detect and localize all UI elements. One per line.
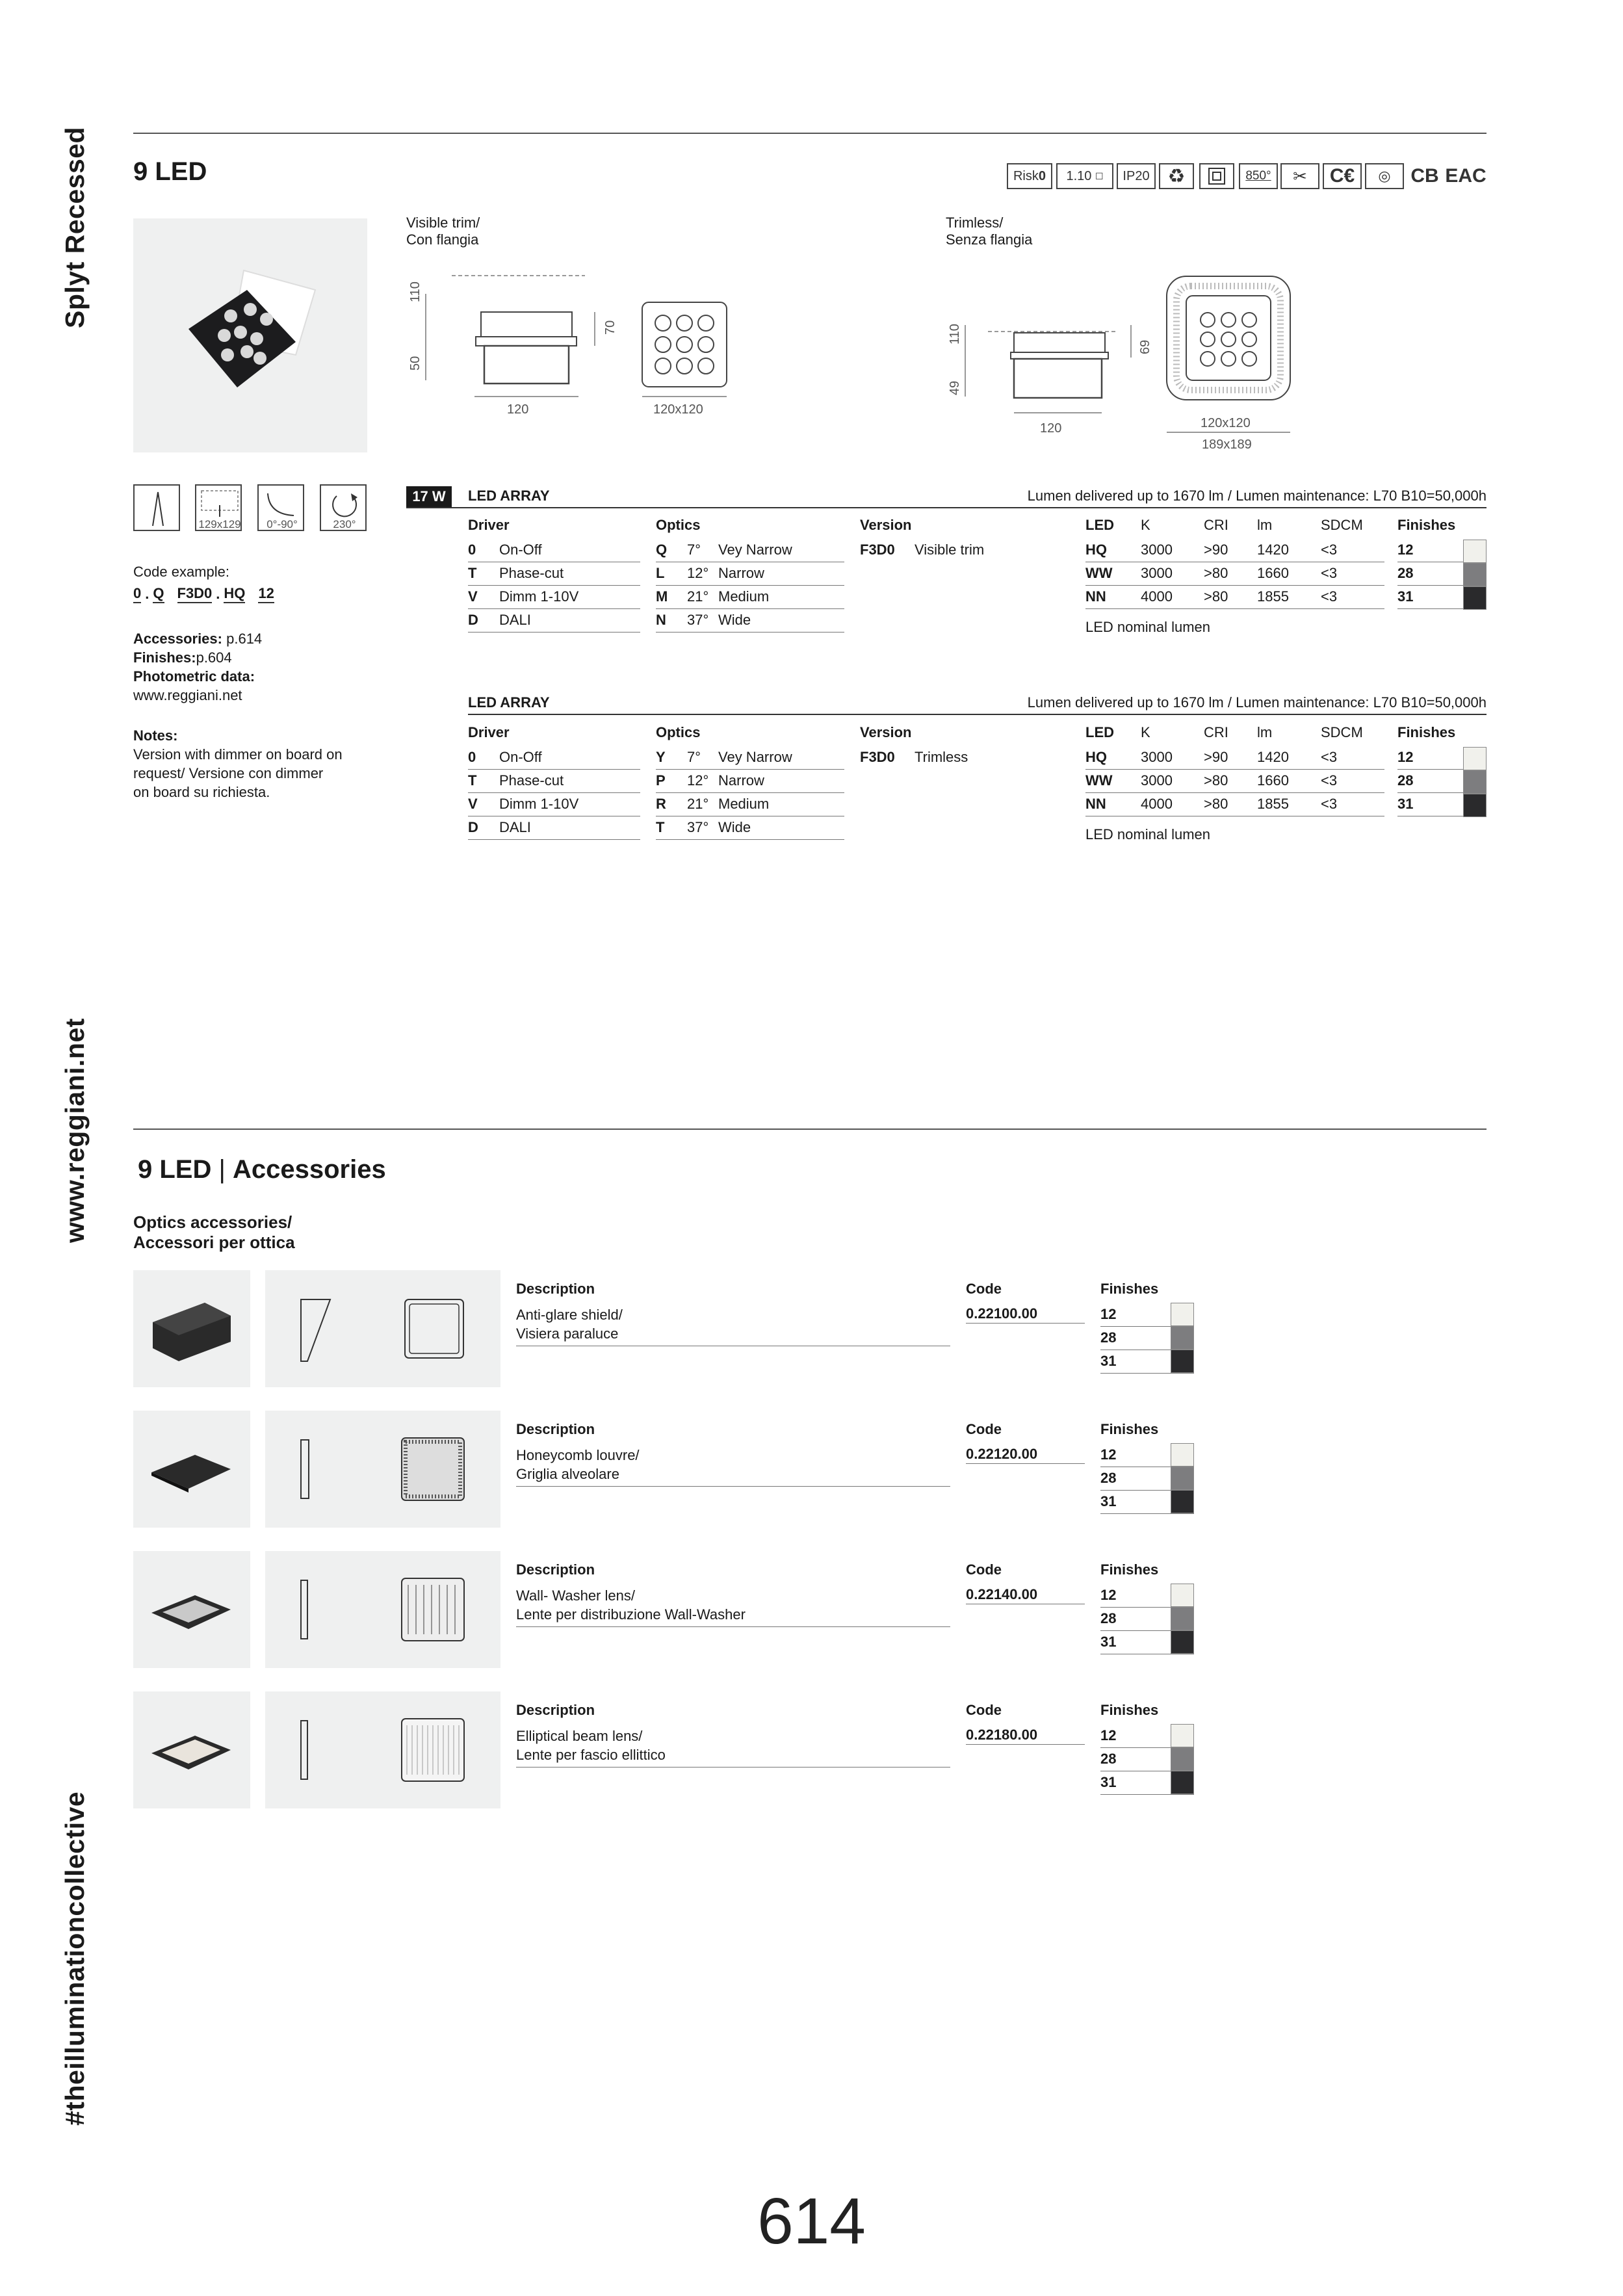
finish-swatch-white [1171,1443,1194,1467]
optics-row [656,746,844,770]
col-cri: CRI [1204,517,1228,533]
finish-swatch-white [1171,1724,1194,1747]
description-label: Description [516,1281,595,1297]
optics-code: R [656,796,666,812]
driver-name: Dimm 1-10V [499,588,579,605]
accessories-title-main: 9 LED [138,1155,212,1184]
driver-name: Phase-cut [499,772,564,789]
visible-trim-label: Visible trim/ Con flangia [406,215,480,248]
accessory-drawing [265,1551,500,1668]
finish-swatch-white [1171,1584,1194,1607]
product-image [133,218,367,452]
finish-code: 28 [1100,1610,1117,1626]
driver-row [468,769,640,793]
optics-row [656,816,844,840]
col-sdcm: SDCM [1321,724,1363,740]
led-code: HQ [1085,541,1107,558]
col-driver: Driver [468,517,510,533]
col-finishes: Finishes [1397,517,1456,533]
led-k: 3000 [1141,749,1173,765]
rotate-value: 230° [333,518,356,530]
accessory-description: Elliptical beam lens/ Lente per fascio ellittico [516,1727,950,1768]
driver-code: D [468,819,478,835]
optics-name: Wide [718,612,751,628]
led-sdcm: <3 [1321,588,1338,605]
accessory-description: Honeycomb louvre/ Griglia alveolare [516,1446,950,1487]
code-part-version: F3D0 [177,585,213,603]
rotate-icon [320,484,367,531]
ip-rating-badge: IP20 [1117,163,1156,189]
description-label: Description [516,1421,595,1437]
driver-row [468,792,640,816]
led-row [1085,769,1384,793]
col-optics: Optics [656,517,701,533]
ce-mark-icon: C€ [1323,163,1362,189]
finish-code: 12 [1100,1727,1117,1743]
led-note: LED nominal lumen [1085,619,1210,635]
code-part-finish: 12 [258,585,274,603]
version-name: Trimless [915,749,968,765]
finish-swatch-black [1463,794,1487,817]
led-row [1085,792,1384,816]
beam-icon [133,484,180,531]
side-hashtag: #theilluminationcollective [60,1791,90,2126]
col-lm: lm [1257,517,1273,533]
finish-swatch-grey [1171,1326,1194,1350]
trimless-drawing [942,260,1306,449]
optics-name: Narrow [718,565,764,581]
accessory-photo [133,1411,250,1528]
driver-row [468,608,640,633]
led-row [1085,562,1384,586]
accessory-code: 0.22140.00 [966,1585,1085,1604]
accessory-description: Wall- Washer lens/ Lente per distribuzione Wall-Washer [516,1586,950,1627]
finish-code: 31 [1100,1493,1117,1509]
code-label: Code [966,1281,1002,1297]
risk-label: Risk [1013,168,1039,183]
optics-code: P [656,772,666,789]
finish-swatch-grey [1171,1467,1194,1490]
finish-code: 28 [1100,1751,1117,1767]
col-led: LED [1085,517,1114,533]
eac-mark: EAC [1445,165,1487,187]
col-version: Version [860,517,912,533]
finish-swatch-white [1463,540,1487,563]
optics-name: Wide [718,819,751,835]
led-sdcm: <3 [1321,772,1338,789]
driver-row [468,816,640,840]
v-dim-lower: 50 [408,356,422,371]
optics-name: Vey Narrow [718,541,792,558]
trimless-label: Trimless/ Senza flangia [946,215,1033,248]
optics-name: Medium [718,796,770,812]
col-k: K [1141,724,1150,740]
finish-swatch-black [1463,586,1487,610]
finishes-label: Finishes [1100,1702,1159,1718]
t-dim-side: 69 [1138,339,1152,354]
code-separator: . [216,586,220,602]
table-rule [406,507,1487,508]
side-title: Splyt Recessed [60,126,90,328]
optics-name: Medium [718,588,770,605]
finish-code: 28 [1397,565,1414,581]
top-rule [133,133,1487,134]
led-code: NN [1085,796,1106,812]
optics-angle: 21° [687,588,709,605]
v-dim-height: 110 [408,281,422,302]
accessories-title [138,1155,386,1184]
driver-row [468,562,640,586]
led-cri: >80 [1204,565,1228,581]
ik-rating-badge [1056,163,1113,189]
wattage-badge: 17 W [406,486,452,507]
side-website: www.reggiani.net [60,1018,90,1243]
led-code: HQ [1085,749,1107,765]
driver-row [468,585,640,609]
driver-name: Phase-cut [499,565,564,581]
finish-code: 31 [1100,1774,1117,1790]
optics-code: L [656,565,665,581]
finish-code: 31 [1100,1634,1117,1650]
led-row [1085,585,1384,609]
accessories-subtitle: Optics accessories/ Accessori per ottica [133,1212,295,1252]
product-photo [133,218,367,452]
cb-mark: CB [1410,165,1439,187]
driver-code: T [468,772,477,789]
version-code: F3D0 [860,541,895,558]
optics-angle: 12° [687,565,709,581]
driver-name: On-Off [499,749,542,765]
website-link[interactable]: www.reggiani.net [133,687,242,703]
code-example [133,585,274,603]
tilt-value: 0°-90° [266,518,298,530]
led-code: NN [1085,588,1106,605]
code-label: Code [966,1421,1002,1437]
finish-code: 28 [1100,1470,1117,1486]
notes-line: Version with dimmer on board on [133,746,343,763]
led-cri: >80 [1204,772,1228,789]
led-lm: 1855 [1257,796,1289,812]
code-separator: . [145,586,149,602]
accessories-ref [133,629,262,648]
led-sdcm: <3 [1321,565,1338,581]
optics-angle: 37° [687,819,709,835]
ik-icon: ☐ [1095,170,1104,181]
accessories-title-separator: | [218,1155,226,1184]
finish-swatch-grey [1171,1607,1194,1630]
accessory-drawing [265,1691,500,1808]
photobio-risk-badge [1007,163,1052,189]
optics-row [656,792,844,816]
accessory-photo [133,1270,250,1387]
accessory-code: 0.22100.00 [966,1304,1085,1324]
v-dim-side: 70 [603,320,617,335]
led-sdcm: <3 [1321,796,1338,812]
driver-code: D [468,612,478,628]
finishes-ref-value: p.604 [196,649,232,666]
optics-row [656,562,844,586]
col-version: Version [860,724,912,740]
led-row [1085,746,1384,770]
led-k: 3000 [1141,541,1173,558]
finish-code: 12 [1397,749,1414,765]
finish-swatch-grey [1463,563,1487,586]
col-optics: Optics [656,724,701,740]
accessory-drawing [265,1270,500,1387]
code-part-led: HQ [224,585,245,603]
driver-code: T [468,565,477,581]
driver-row [468,538,640,562]
optics-code: M [656,588,668,605]
code-label: Code [966,1702,1002,1718]
finish-swatch-black [1171,1350,1194,1373]
page-title: 9 LED [133,157,207,186]
driver-code: V [468,588,478,605]
finish-code: 28 [1397,772,1414,789]
finish-swatch-grey [1463,770,1487,794]
version-name: Visible trim [915,541,985,558]
code-part-driver: 0 [133,585,141,603]
led-row [1085,538,1384,562]
finish-swatch-grey [1171,1747,1194,1771]
optics-code: Q [656,541,668,558]
led-lm: 1660 [1257,772,1289,789]
finish-code: 31 [1100,1353,1117,1369]
notes-line: request/ Versione con dimmer [133,765,324,781]
finish-code: 28 [1100,1329,1117,1346]
optics-row [656,769,844,793]
glow-wire-value: 850° [1245,169,1271,183]
cut-out-value: 129x129 [198,518,241,530]
t-dim-outer: 189x189 [1202,437,1252,452]
version-code: F3D0 [860,749,895,765]
photometric-label: Photometric data: [133,668,255,685]
finishes-label: Finishes [1100,1421,1159,1437]
t-dim-lower: 49 [948,380,962,395]
led-note: LED nominal lumen [1085,826,1210,842]
led-sdcm: <3 [1321,749,1338,765]
table-title: LED ARRAY [468,488,550,504]
led-code: WW [1085,772,1113,789]
accessory-description: Anti-glare shield/ Visiera paraluce [516,1305,950,1346]
code-part-optics: Q [153,585,164,603]
optics-code: N [656,612,666,628]
table-rule [468,714,1487,715]
finish-swatch-white [1171,1303,1194,1326]
led-k: 3000 [1141,772,1173,789]
notes-label: Notes: [133,727,178,744]
class-ii-icon [1199,163,1234,189]
t-dim-height: 110 [948,324,962,345]
finish-swatch-black [1171,1490,1194,1513]
finish-code: 12 [1100,1306,1117,1322]
cut-out-icon [195,484,242,531]
accessory-drawing [265,1411,500,1528]
notes-line: on board su richiesta. [133,784,270,800]
col-driver: Driver [468,724,510,740]
col-led: LED [1085,724,1114,740]
description-label: Description [516,1561,595,1578]
led-sdcm: <3 [1321,541,1338,558]
led-k: 4000 [1141,796,1173,812]
driver-name: On-Off [499,541,542,558]
page-number: 614 [757,2185,866,2258]
accessories-rule [133,1128,1487,1130]
driver-name: DALI [499,612,531,628]
accessory-photo [133,1551,250,1668]
recycle-icon: ♻ [1159,163,1194,189]
optics-angle: 12° [687,772,709,789]
driver-row [468,746,640,770]
accessory-code: 0.22180.00 [966,1725,1085,1745]
led-cri: >90 [1204,749,1228,765]
optics-angle: 7° [687,541,701,558]
table-title: LED ARRAY [468,694,550,711]
led-cri: >80 [1204,588,1228,605]
code-label: Code [966,1561,1002,1578]
code-example-label: Code example: [133,564,229,580]
finish-swatch-black [1171,1630,1194,1654]
led-cri: >80 [1204,796,1228,812]
finishes-label: Finishes [1100,1281,1159,1297]
optics-code: Y [656,749,666,765]
optics-row [656,608,844,633]
version-row [860,538,1068,562]
finishes-ref [133,648,232,667]
t-dim-width: 120 [1040,421,1062,436]
v-dim-square: 120x120 [653,402,703,417]
optics-name: Narrow [718,772,764,789]
led-k: 3000 [1141,565,1173,581]
accessory-photo [133,1691,250,1808]
accessory-code: 0.22120.00 [966,1444,1085,1464]
v-dim-width: 120 [507,402,529,417]
led-lm: 1660 [1257,565,1289,581]
finish-code: 12 [1100,1446,1117,1463]
finish-code: 12 [1100,1587,1117,1603]
accessories-ref-label: Accessories: [133,631,222,647]
col-finishes: Finishes [1397,724,1456,740]
finish-code: 12 [1397,541,1414,558]
finish-code: 31 [1397,588,1414,605]
finish-code: 31 [1397,796,1414,812]
optics-code: T [656,819,665,835]
accessories-ref-value: p.614 [226,631,263,647]
finish-swatch-white [1463,747,1487,770]
enec-icon: ◎ [1365,163,1404,189]
led-lm: 1420 [1257,541,1289,558]
optics-angle: 21° [687,796,709,812]
optics-angle: 37° [687,612,709,628]
description-label: Description [516,1702,595,1718]
led-lm: 1855 [1257,588,1289,605]
col-k: K [1141,517,1150,533]
version-row [860,746,1068,769]
col-sdcm: SDCM [1321,517,1363,533]
led-code: WW [1085,565,1113,581]
led-lm: 1420 [1257,749,1289,765]
col-cri: CRI [1204,724,1228,740]
ik-value: 1.10 [1066,168,1092,183]
driver-code: V [468,796,478,812]
driver-name: Dimm 1-10V [499,796,579,812]
no-insulation-icon: ✂ [1280,163,1319,189]
finishes-ref-label: Finishes: [133,649,196,666]
tilt-icon [257,484,304,531]
finishes-label: Finishes [1100,1561,1159,1578]
optics-row [656,538,844,562]
lumen-info: Lumen delivered up to 1670 lm / Lumen maintenance: L70 B10=50,000h [1027,488,1487,504]
optics-row [656,585,844,609]
risk-value: 0 [1038,168,1046,183]
optics-name: Vey Narrow [718,749,792,765]
led-k: 4000 [1141,588,1173,605]
t-dim-square: 120x120 [1201,416,1251,430]
driver-code: 0 [468,749,476,765]
driver-code: 0 [468,541,476,558]
glow-wire-badge [1239,163,1278,189]
driver-name: DALI [499,819,531,835]
led-cri: >90 [1204,541,1228,558]
col-lm: lm [1257,724,1273,740]
optics-angle: 7° [687,749,701,765]
finish-swatch-black [1171,1771,1194,1794]
accessories-title-suffix: Accessories [233,1155,386,1184]
lumen-info: Lumen delivered up to 1670 lm / Lumen maintenance: L70 B10=50,000h [1027,694,1487,711]
